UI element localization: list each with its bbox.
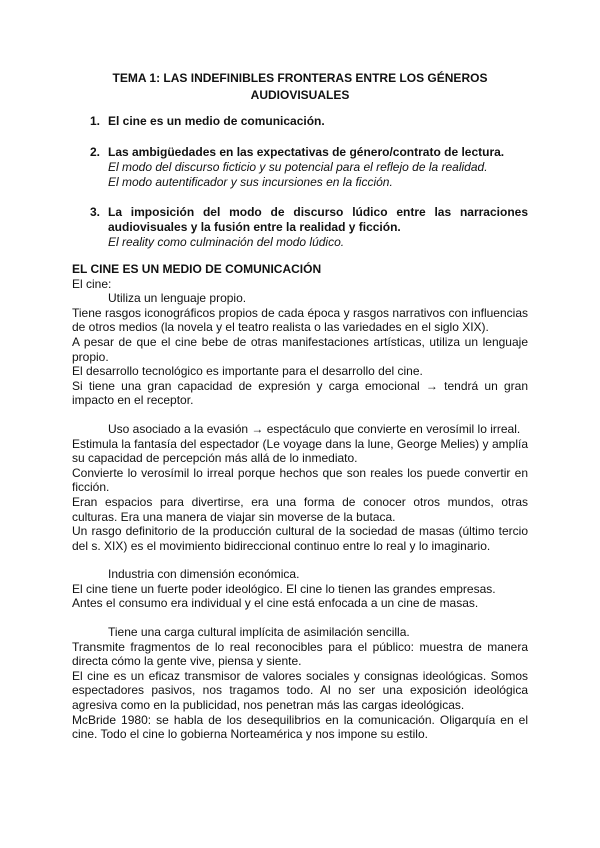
- toc-item: [72, 145, 528, 190]
- paragraph: Un rasgo definitorio de la producción cultural de la sociedad de masas (último tercio del s. XIX) es el movimiento bidireccional continuo entre lo real y lo imaginario.: [72, 524, 528, 553]
- toc-number: 3.: [90, 205, 101, 219]
- paragraph: El cine es un eficaz transmisor de valores sociales y consignas ideológicas. Somos espectadores pasivos, nos tragamos todo. Al no ser una exposición ideológica agresiva como en la publicidad, nos penetran más las cargas ideológicas.: [72, 668, 528, 713]
- toc-subitem: El modo del discurso ficticio y su potencial para el reflejo de la realidad.: [108, 160, 488, 174]
- section-intro: El cine:: [72, 276, 112, 291]
- toc-number: 2.: [90, 145, 101, 159]
- toc-subitem: El reality como culminación del modo lúdico.: [108, 235, 345, 249]
- paragraph: Convierte lo verosímil lo irreal porque hechos que son reales los puede convertir en ficción.: [72, 465, 528, 495]
- paragraph: El cine tiene un fuerte poder ideológico. El cine lo tienen las grandes empresas.: [72, 581, 496, 596]
- toc-heading: El cine es un medio de comunicación.: [108, 114, 325, 128]
- paragraph: Tiene rasgos iconográficos propios de cada época y rasgos narrativos con influencias de otros medios (la novela y el teatro realista o las variedades en el siglo XIX).: [72, 305, 528, 335]
- toc-item: [72, 205, 528, 250]
- paragraph: Estimula la fantasía del espectador (Le voyage dans la lune, George Melies) y amplía su capacidad de percepción más allá de lo inmediato.: [72, 436, 528, 466]
- paragraph: Antes el consumo era individual y el cine está enfocada a un cine de masas.: [72, 596, 479, 611]
- paragraph: Transmite fragmentos de lo real reconocibles para el público: muestra de manera directa cómo la gente vive, piensa y siente.: [72, 639, 528, 669]
- paragraph: A pesar de que el cine bebe de otras manifestaciones artísticas, utiliza un lenguaje propio.: [72, 334, 528, 364]
- toc-number: 1.: [90, 114, 101, 128]
- paragraph: Eran espacios para divertirse, era una forma de conocer otros mundos, otras culturas. Era una manera de viajar sin moverse de la butaca.: [72, 494, 528, 524]
- paragraph: El desarrollo tecnológico es importante para el desarrollo del cine.: [72, 364, 423, 379]
- document-title: TEMA 1: LAS INDEFINIBLES FRONTERAS ENTRE LOS GÉNEROS AUDIOVISUALES: [112, 71, 488, 102]
- table-of-contents: [72, 114, 528, 265]
- block-lead: Tiene una carga cultural implícita de asimilación sencilla.: [108, 625, 410, 640]
- spacer: [72, 553, 528, 567]
- spacer: [72, 611, 528, 625]
- block-lead: Utiliza un lenguaje propio.: [108, 291, 247, 306]
- spacer: [72, 408, 528, 422]
- block-lead: Uso asociado a la evasión → espectáculo que convierte en verosímil lo irreal.: [108, 421, 521, 436]
- toc-item: [72, 114, 528, 129]
- section-title: EL CINE ES UN MEDIO DE COMUNICACIÓN: [72, 262, 322, 276]
- paragraph: McBride 1980: se habla de los desequilibrios en la comunicación. Oligarquía en el cine. Todo el cine lo gobierna Norteamérica y nos impone su estilo.: [72, 712, 528, 742]
- paragraph: Si tiene una gran capacidad de expresión y carga emocional → tendrá un gran impacto en el receptor.: [72, 378, 528, 408]
- block-lead: Industria con dimensión económica.: [108, 567, 300, 582]
- toc-heading: Las ambigüedades en las expectativas de género/contrato de lectura.: [108, 145, 505, 159]
- toc-subitem: El modo autentificador y sus incursiones en la ficción.: [108, 175, 393, 189]
- section-body: [72, 262, 528, 742]
- toc-heading: La imposición del modo de discurso lúdico entre las narraciones audiovisuales y la fusión entre la realidad y ficción.: [108, 205, 528, 234]
